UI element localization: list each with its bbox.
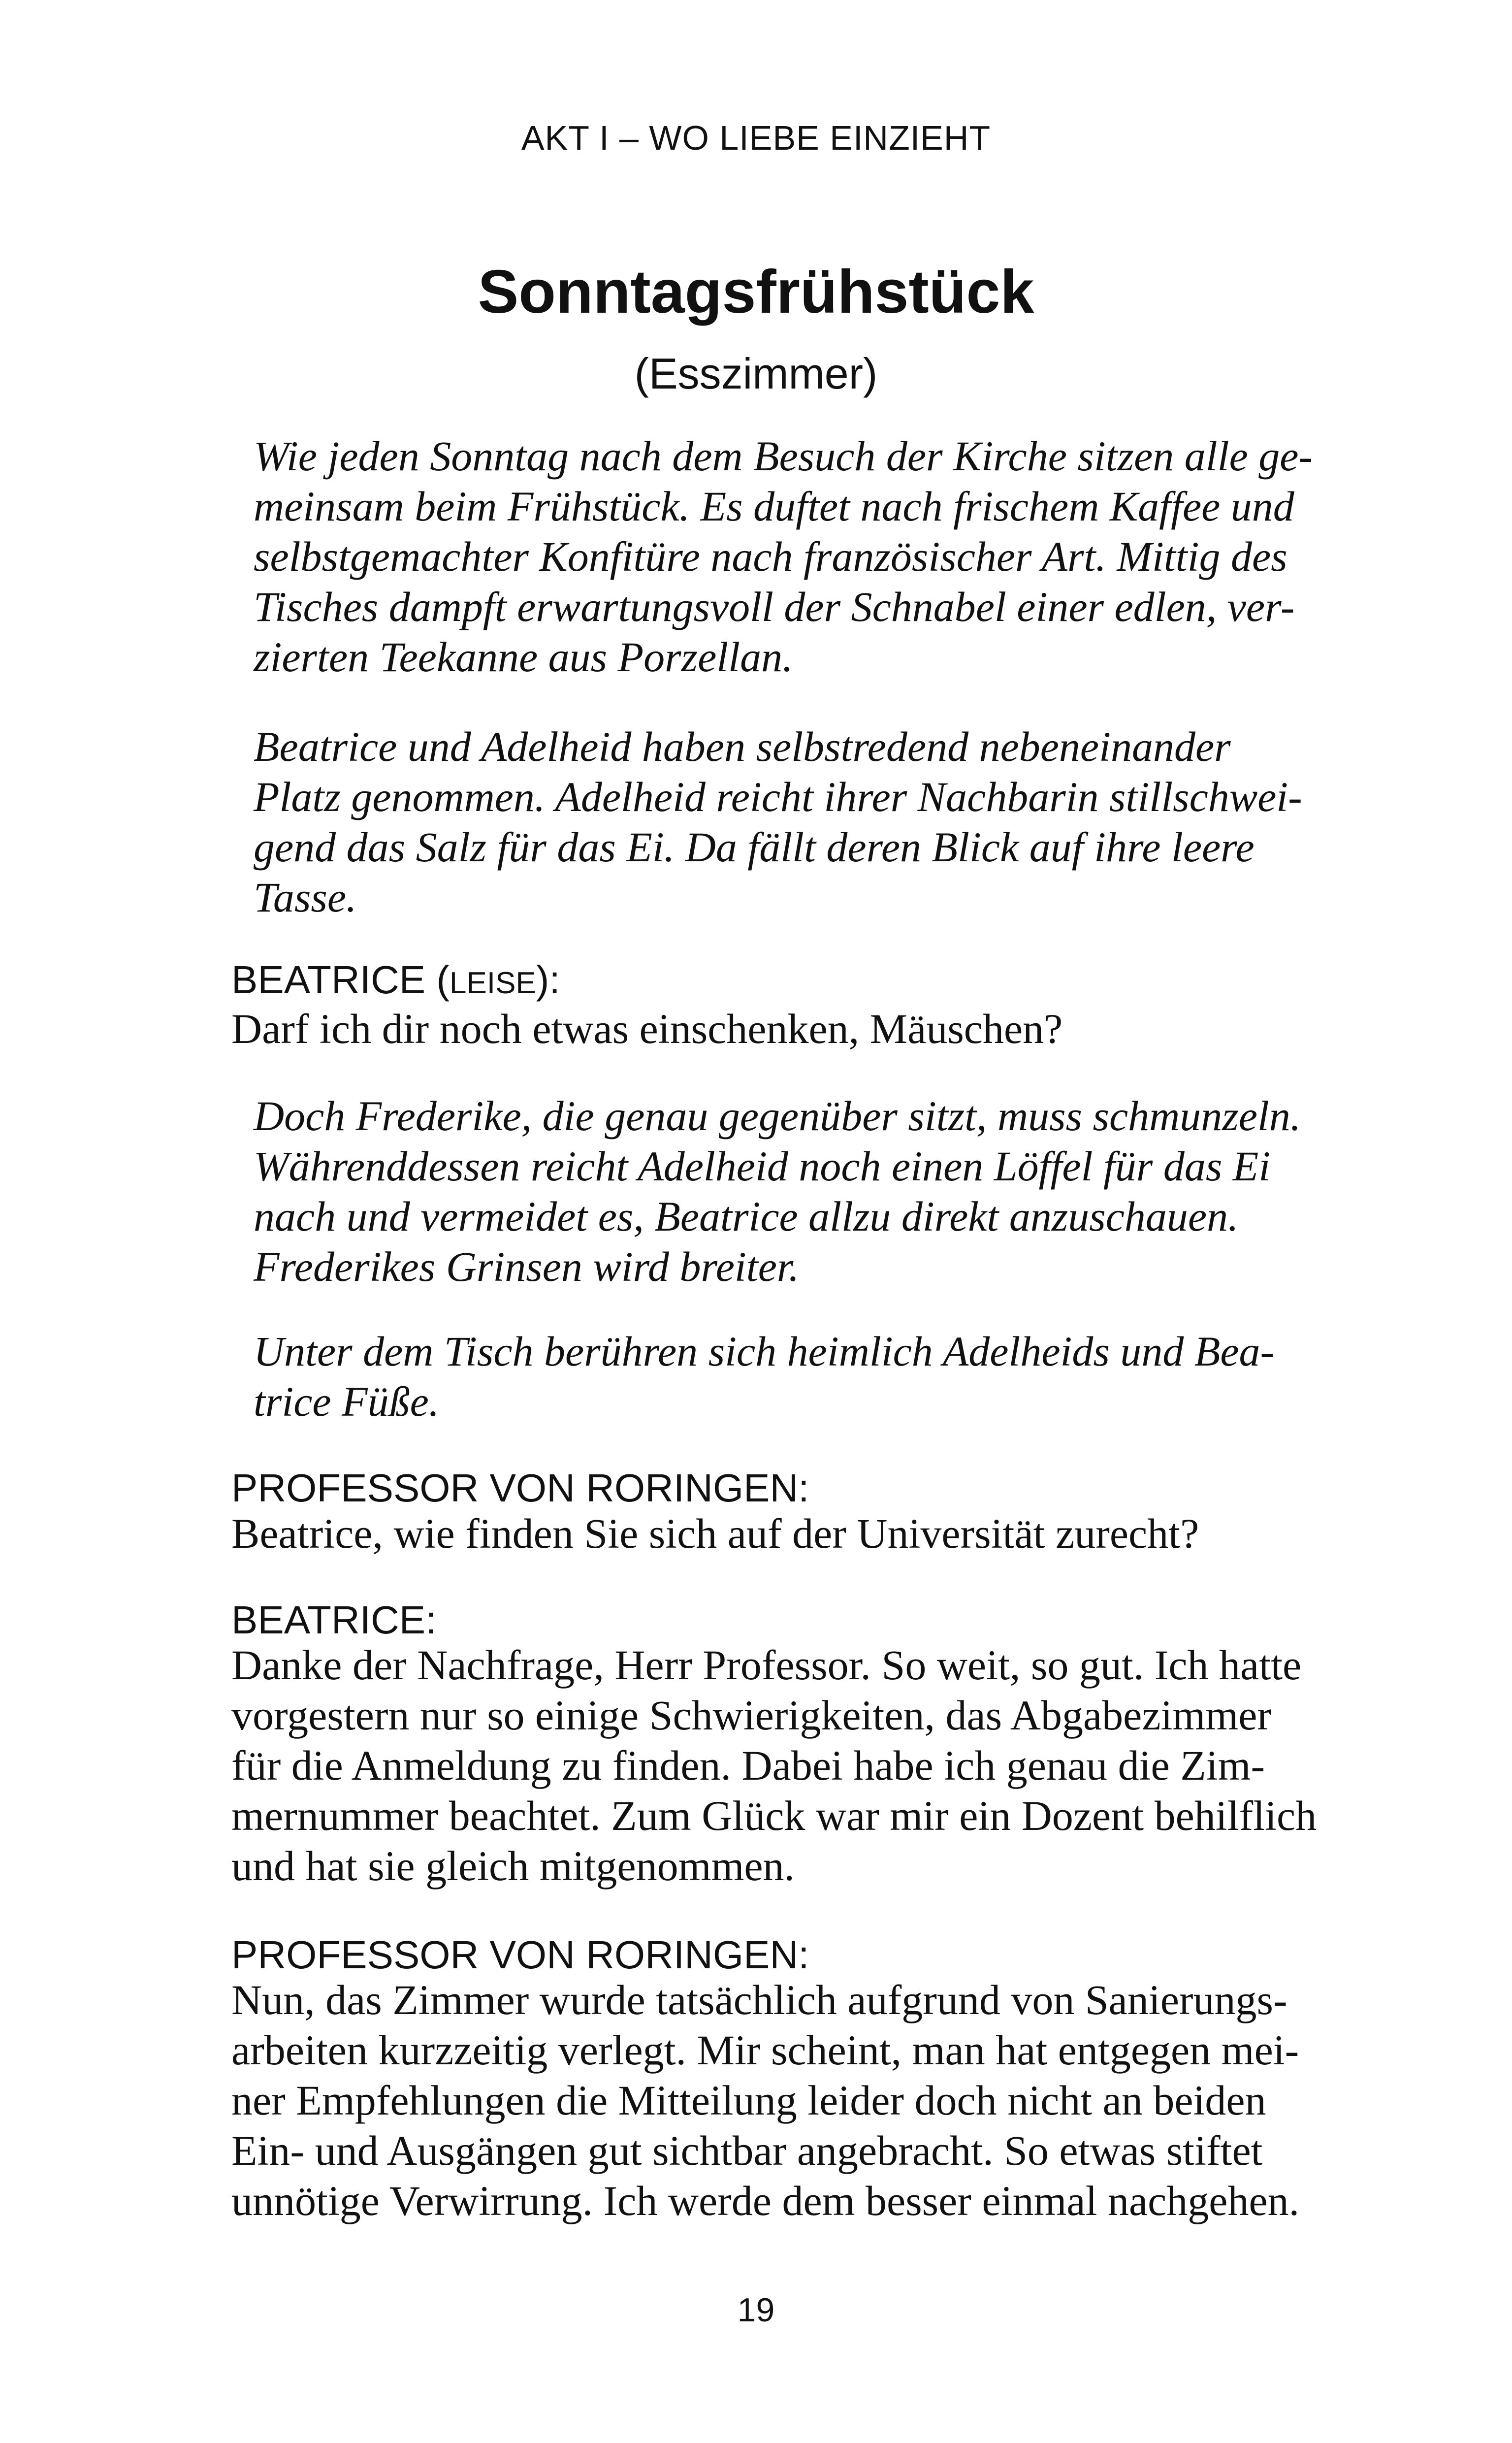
- text-line: unnötige Verwirrung. Ich werde dem besser einmal nachgehen.: [231, 2177, 1300, 2224]
- text-line: Platz genommen. Adelheid reicht ihrer Nachbarin stillschwei-: [254, 773, 1302, 820]
- text-line: Währenddessen reicht Adelheid noch einen Löffel für das Ei: [254, 1142, 1271, 1190]
- speaker-direction: LEISE: [450, 966, 536, 1000]
- text-line: vorgestern nur so einige Schwierigkeiten, das Abgabezimmer: [231, 1692, 1271, 1739]
- text-line: Unter dem Tisch berühren sich heimlich Adelheids und Bea-: [254, 1328, 1275, 1375]
- text-line: arbeiten kurzzeitig verlegt. Mir scheint, man hat entgegen mei-: [231, 2026, 1299, 2074]
- text-line: Ein- und Ausgängen gut sichtbar angebracht. So etwas stiftet: [231, 2127, 1263, 2174]
- text-line: Tasse.: [254, 874, 357, 921]
- speaker-name: BEATRICE (: [231, 958, 450, 1002]
- text-line: Beatrice, wie finden Sie sich auf der Universität zurecht?: [231, 1510, 1199, 1557]
- dialogue-2: [231, 1508, 1364, 1559]
- speaker-label: PROFESSOR VON RORINGEN:: [231, 1933, 809, 1977]
- text-line: für die Anmeldung zu finden. Dabei habe ich genau die Zim-: [231, 1742, 1265, 1789]
- text-line: und hat sie gleich mitgenommen.: [231, 1842, 795, 1889]
- stage-direction-3: [254, 1091, 1361, 1292]
- dialogue-3: [231, 1640, 1364, 1891]
- speaker-label: BEATRICE:: [231, 1598, 437, 1642]
- text-line: Tisches dampft erwartungsvoll der Schnabel einer edlen, ver-: [254, 583, 1295, 630]
- running-head: AKT I – WO LIEBE EINZIEHT: [521, 119, 991, 157]
- text-line: ner Empfehlungen die Mitteilung leider doch nicht an beiden: [231, 2077, 1266, 2124]
- page-number: 19: [737, 2291, 775, 2329]
- speaker-label-close: ):: [536, 958, 560, 1002]
- stage-direction-4: [254, 1326, 1361, 1427]
- text-line: Wie jeden Sonntag nach dem Besuch der Kirche sitzen alle ge-: [254, 432, 1313, 480]
- text-line: zierten Teekanne aus Porzellan.: [254, 633, 793, 681]
- text-line: Nun, das Zimmer wurde tatsächlich aufgrund von Sanierungs-: [231, 1976, 1287, 2023]
- speaker-label: PROFESSOR VON RORINGEN:: [231, 1466, 809, 1510]
- text-line: trice Füße.: [254, 1378, 440, 1425]
- stage-direction-1: [254, 431, 1361, 682]
- dialogue-4: [231, 1975, 1364, 2226]
- text-line: Danke der Nachfrage, Herr Professor. So weit, so gut. Ich hatte: [231, 1641, 1302, 1689]
- dialogue-1: [231, 1004, 1364, 1054]
- scene-location: (Esszimmer): [634, 349, 878, 398]
- text-line: Frederikes Grinsen wird breiter.: [254, 1243, 800, 1290]
- text-line: Beatrice und Adelheid haben selbstredend nebeneinander: [254, 723, 1231, 770]
- scene-title: Sonntagsfrühstück: [478, 258, 1034, 326]
- speaker-label: [231, 955, 1364, 1008]
- text-line: Doch Frederike, die genau gegenüber sitzt, muss schmunzeln.: [254, 1092, 1301, 1140]
- text-line: mernummer beachtet. Zum Glück war mir ein Dozent behilflich: [231, 1792, 1317, 1839]
- stage-direction-2: [254, 721, 1361, 922]
- text-line: nach und vermeidet es, Beatrice allzu direkt anzuschauen.: [254, 1193, 1239, 1240]
- text-line: gend das Salz für das Ei. Da fällt deren Blick auf ihre leere: [254, 823, 1255, 871]
- text-line: meinsam beim Frühstück. Es duftet nach frischem Kaffee und: [254, 483, 1294, 530]
- text-line: selbstgemachter Konfitüre nach französischer Art. Mittig des: [254, 533, 1287, 580]
- text-line: Darf ich dir noch etwas einschenken, Mäuschen?: [231, 1005, 1063, 1052]
